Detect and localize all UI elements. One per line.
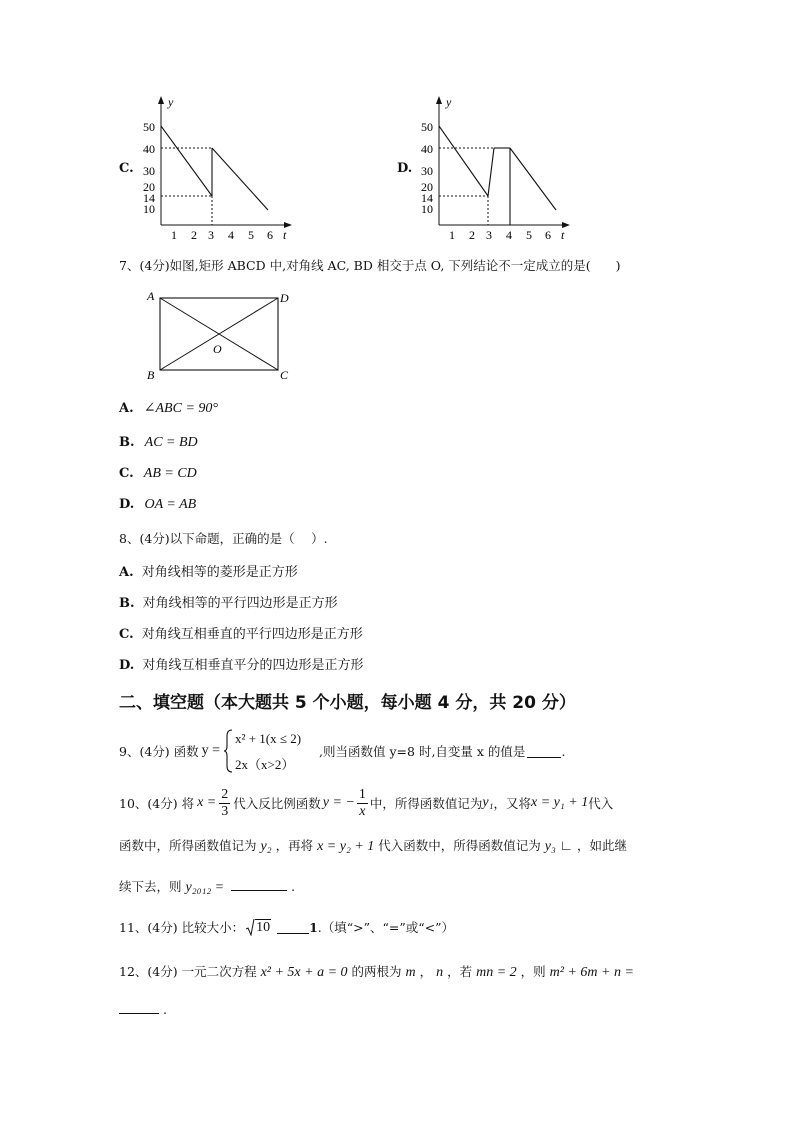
- option-letter: C.: [119, 466, 134, 481]
- q11-suffix: .（填“>”、“=”或“<”）: [317, 920, 455, 935]
- option-letter: A.: [119, 565, 134, 580]
- q10-text: 中，所得函数值记为: [369, 796, 483, 811]
- q8-option-d[interactable]: [119, 654, 364, 673]
- q10-math: y = −: [322, 795, 355, 810]
- graph-d-ytick: 30: [421, 164, 433, 178]
- q12-end: .: [162, 1002, 167, 1017]
- graph-d-y-arrow: [436, 96, 442, 104]
- q10-end: .: [291, 879, 296, 894]
- q12-line-2: [119, 1000, 167, 1017]
- q10-line-3: [119, 877, 295, 896]
- fraction-numerator: 1: [358, 786, 366, 802]
- option-text: 对角线相等的平行四边形是正方形: [142, 596, 338, 611]
- option-letter: D.: [119, 497, 135, 512]
- option-text: AC = BD: [144, 435, 198, 450]
- graph-c-ytick: 40: [143, 142, 155, 156]
- graph-c-xtick: 6: [267, 228, 273, 242]
- graph-c-y-arrow: [158, 96, 164, 104]
- graph-d-ytick: 40: [421, 142, 433, 156]
- vertex-d: D: [280, 291, 289, 305]
- q12-text: 的两根为: [351, 964, 402, 979]
- graph-d-ytick: 10: [421, 202, 433, 216]
- graph-d-xtick: 4: [506, 228, 512, 242]
- graph-c-xtick: 4: [228, 228, 234, 242]
- option-letter: A.: [119, 401, 134, 416]
- fraction-denominator: x: [359, 803, 366, 819]
- option-letter: C.: [119, 627, 134, 642]
- q10-text: 续下去，则: [119, 879, 182, 894]
- graph-c-ytick: 14: [143, 191, 155, 205]
- q10-math: x =: [197, 795, 217, 810]
- graph-c: [140, 92, 300, 242]
- q10-math: y₃ ∟: [544, 839, 574, 854]
- q12-math: x² + 5x + a = 0: [260, 965, 348, 980]
- graph-c-ytick: 30: [143, 164, 155, 178]
- point-o: O: [213, 342, 222, 356]
- q10-text: 10、(4分) 将: [119, 796, 195, 811]
- q10-fraction-two-thirds: [219, 788, 230, 819]
- graph-c-xtick: 5: [248, 228, 254, 242]
- graph-c-label: C.: [119, 161, 134, 176]
- graph-c-y-label: y: [168, 95, 174, 109]
- q7-option-b[interactable]: [119, 435, 198, 451]
- graph-c-ytick: 20: [143, 180, 155, 194]
- q12-line-1: [119, 962, 634, 981]
- option-text: ∠ABC = 90°: [143, 401, 218, 416]
- q11-radicand: 10: [256, 919, 271, 935]
- q10-math: y₂₀₁₂ =: [185, 880, 225, 895]
- option-text: 对角线互相垂直的平行四边形是正方形: [141, 627, 363, 642]
- q11-answer-blank[interactable]: [277, 920, 309, 934]
- option-letter: B.: [119, 435, 135, 450]
- q11-prefix: 11、(4分) 比较大小：: [119, 920, 245, 935]
- q7-option-d[interactable]: [119, 497, 196, 513]
- q8-option-c[interactable]: [119, 623, 363, 642]
- vertex-b: B: [147, 368, 155, 380]
- q12-text: ，若: [447, 964, 473, 979]
- q10-math: y₂: [260, 839, 272, 854]
- graph-d-label: D.: [397, 161, 413, 176]
- q10-math: x = y₁ + 1: [531, 795, 589, 810]
- q12-math: mn = 2: [476, 965, 517, 980]
- graph-c-segment: [161, 126, 212, 196]
- q11-compare-value: 1: [309, 919, 318, 935]
- graph-d-segment: [439, 126, 488, 196]
- left-brace-icon: [223, 729, 233, 773]
- graph-c-segment: [212, 148, 268, 210]
- graph-c-ytick: 50: [143, 120, 155, 134]
- graph-c-x-label: t: [283, 228, 287, 242]
- graph-c-xtick: 1: [171, 228, 177, 242]
- graph-c-xtick: 3: [208, 228, 214, 242]
- q9-piecewise: [223, 729, 315, 773]
- graph-d-x-label: t: [561, 228, 565, 242]
- graph-d-xtick: 5: [526, 228, 532, 242]
- q7-rectangle-figure: [144, 288, 304, 380]
- q10-text: ，再将: [275, 838, 314, 853]
- option-letter: B.: [119, 596, 135, 611]
- graph-c-ytick: 10: [143, 202, 155, 216]
- q10-fraction-one-over-x: [357, 788, 368, 819]
- fraction-denominator: 3: [221, 803, 229, 819]
- option-text: 对角线相等的菱形是正方形: [141, 565, 298, 580]
- q10-text: 代入反比例函数: [233, 796, 321, 811]
- q10-text: ，如此继: [577, 838, 628, 853]
- vertex-a: A: [147, 289, 155, 303]
- q12-math: n: [436, 965, 444, 980]
- graph-d-xtick: 6: [545, 228, 551, 242]
- graph-d-xtick: 3: [486, 228, 492, 242]
- q10-line-1: [119, 783, 613, 823]
- q9-func-lhs: y =: [201, 743, 221, 758]
- q8-stem: 8、(4分)以下命题，正确的是（ ）.: [119, 531, 328, 546]
- q7-stem: 7、(4分)如图,矩形 ABCD 中,对角线 AC, BD 相交于点 O, 下列结论不一定成立的是( ): [119, 258, 621, 273]
- q9-prefix: 9、(4分) 函数: [119, 744, 199, 759]
- q9: [119, 728, 565, 774]
- q12-math: m² + 6m + n =: [549, 965, 634, 980]
- q7-option-a[interactable]: [119, 400, 218, 417]
- q10-math: x = y₂ + 1: [317, 839, 375, 854]
- q9-answer-blank[interactable]: [527, 744, 561, 758]
- q11: [119, 918, 454, 936]
- radical-sign-icon: [246, 919, 255, 936]
- graph-d-segment: [510, 148, 556, 210]
- q10-text: 函数中，所得函数值记为: [119, 838, 257, 853]
- graph-d-ytick: 14: [421, 191, 433, 205]
- q9-case-1: x² + 1(x ≤ 2): [235, 731, 302, 746]
- option-text: AB = CD: [143, 466, 197, 481]
- q9-end: .: [561, 743, 566, 759]
- q12-text: ，则: [520, 964, 546, 979]
- q7-option-c[interactable]: [119, 466, 197, 482]
- q10-text: ，又将: [493, 796, 532, 811]
- graph-d-y-label: y: [446, 95, 452, 109]
- option-text: 对角线互相垂直平分的四边形是正方形: [142, 658, 364, 673]
- graph-d-segment: [488, 148, 494, 196]
- q12-text: ，: [419, 964, 433, 979]
- section-2-title: 二、填空题（本大题共 5 个小题，每小题 4 分，共 20 分）: [119, 693, 576, 713]
- q12-math: m: [405, 965, 416, 980]
- graph-d-xtick: 2: [469, 228, 475, 242]
- q9-suffix: ,则当函数值 y=8 时,自变量 x 的值是: [319, 744, 526, 759]
- q10-answer-blank[interactable]: [231, 877, 287, 891]
- q10-line-2: [119, 836, 627, 855]
- graph-d-ytick: 20: [421, 180, 433, 194]
- graph-d-xtick: 1: [449, 228, 455, 242]
- q10-text: 代入函数中，所得函数值记为: [378, 838, 541, 853]
- graph-d: [418, 92, 578, 242]
- sqrt-icon: [246, 919, 271, 936]
- vertex-c: C: [280, 368, 289, 380]
- q12-answer-blank[interactable]: [119, 1000, 159, 1014]
- q9-case-2: 2x（x>2）: [235, 757, 295, 772]
- option-letter: D.: [119, 658, 135, 673]
- option-text: OA = AB: [144, 497, 197, 512]
- q12-text: 12、(4分) 一元二次方程: [119, 964, 257, 979]
- q10-math: y₁: [482, 795, 494, 810]
- graph-d-ytick: 50: [421, 120, 433, 134]
- q8-option-a[interactable]: [119, 561, 298, 580]
- q8-option-b[interactable]: [119, 592, 338, 611]
- q10-text: 代入: [588, 796, 614, 811]
- graph-c-xtick: 2: [191, 228, 197, 242]
- fraction-numerator: 2: [221, 786, 229, 802]
